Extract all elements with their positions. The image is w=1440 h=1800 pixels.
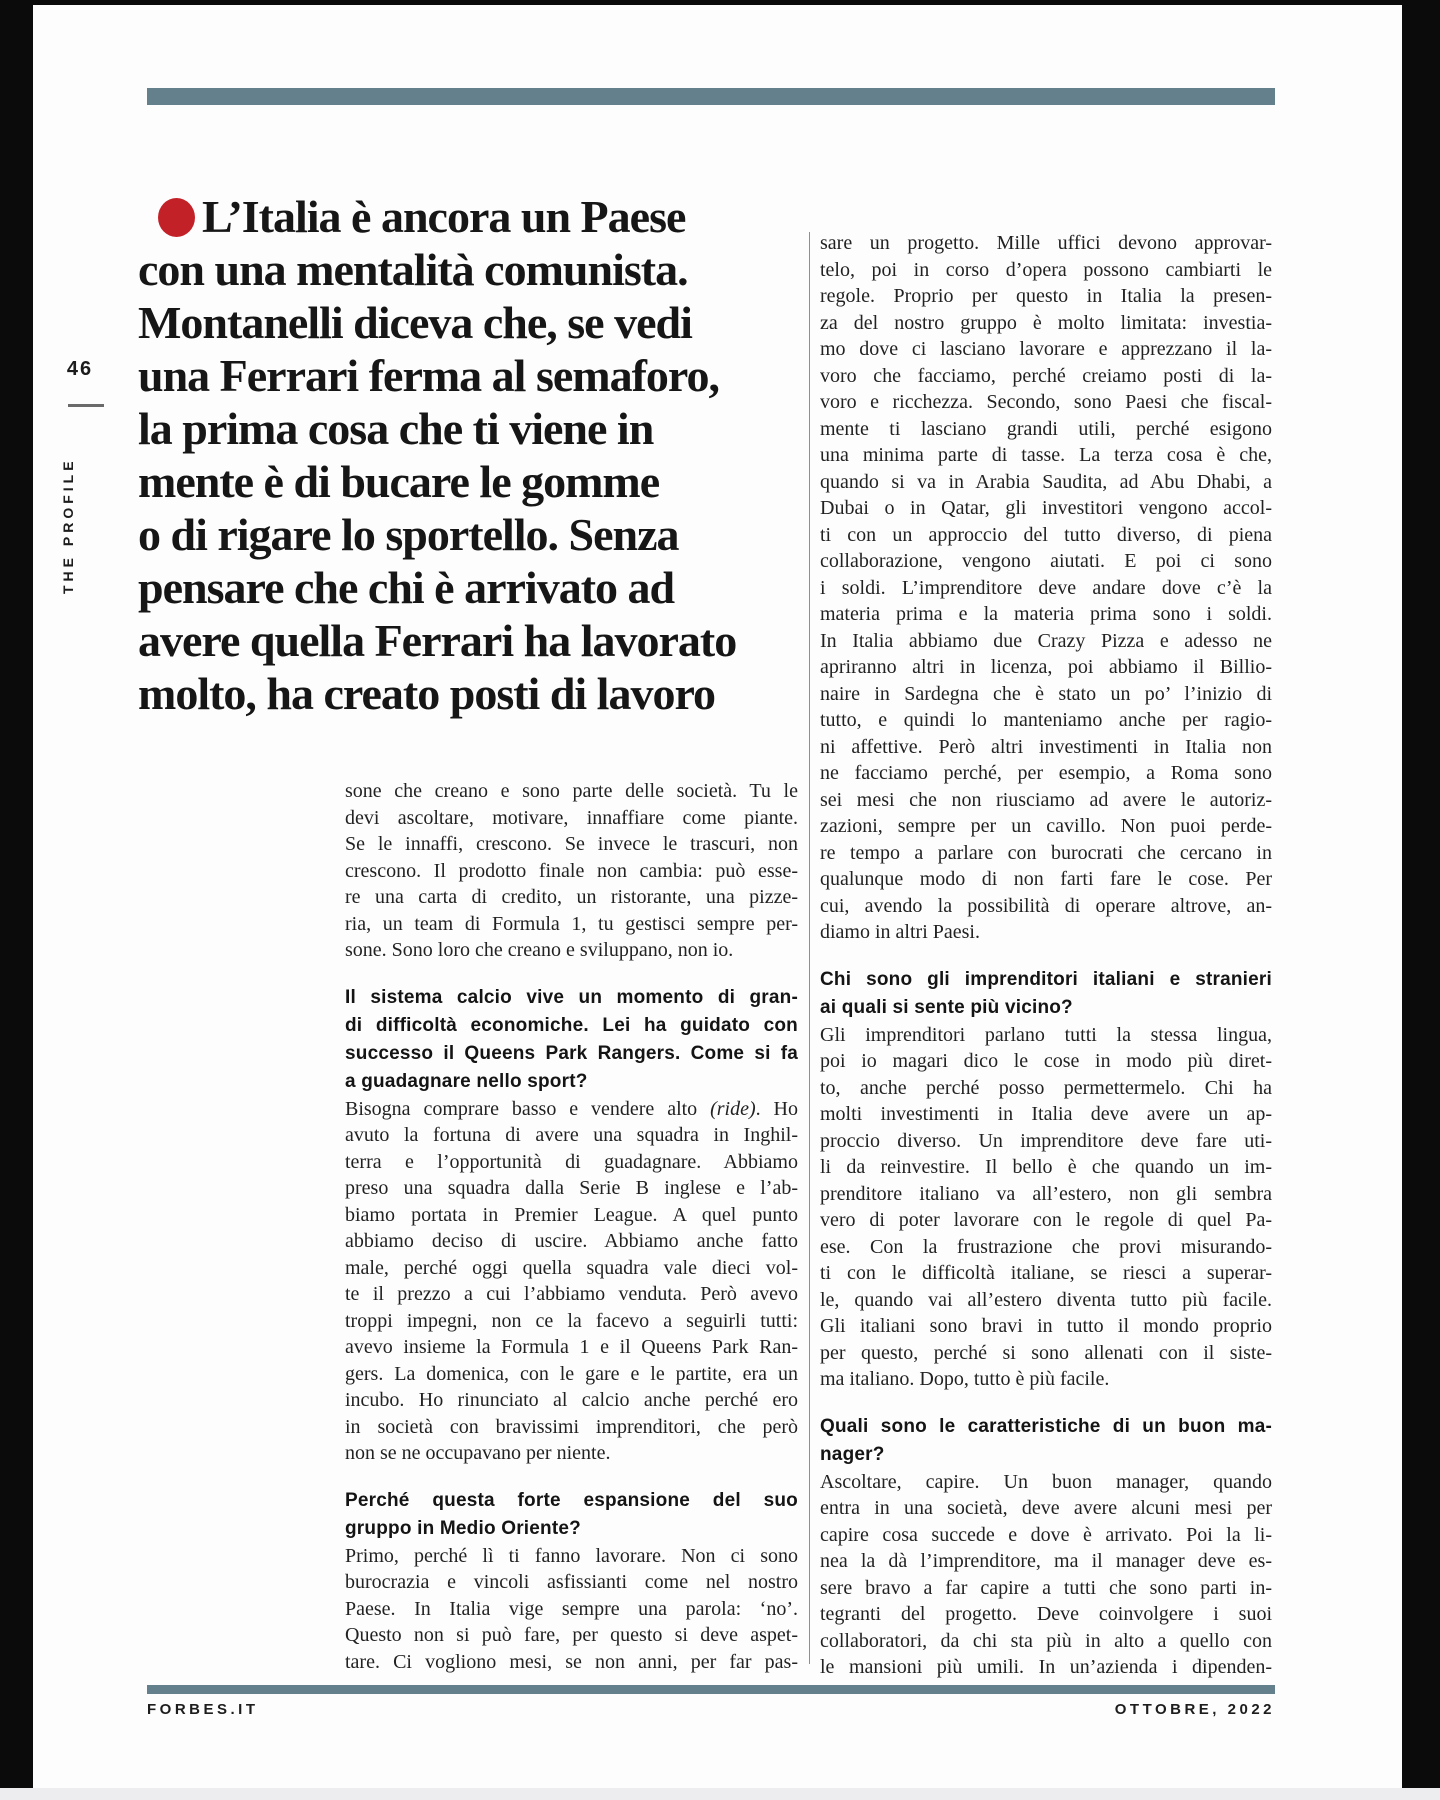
text-line: entra in una società, deve avere alcuni mesi per — [820, 1497, 1272, 1519]
interview-question — [345, 1487, 798, 1543]
pull-quote — [138, 190, 838, 720]
text-line: vero di poter lavorare con le regole di quel Pa- — [820, 1209, 1272, 1231]
text-line: poi io magari dico le cose in modo più diret- — [820, 1050, 1272, 1072]
folio-divider-rule — [68, 404, 104, 407]
red-bullet-icon — [158, 198, 195, 237]
text-line: te il prezzo a cui l’abbiamo venduta. Però avevo — [345, 1283, 798, 1305]
pull-quote-line: avere quella Ferrari ha lavorato — [138, 615, 737, 666]
interview-question — [345, 984, 798, 1096]
pull-quote-line: Montanelli diceva che, se vedi — [138, 297, 692, 348]
text-line: incubo. Ho rinunciato al calcio anche perché ero — [345, 1389, 798, 1411]
text-line: abbiamo deciso di uscire. Abbiamo anche fatto — [345, 1230, 798, 1252]
text-line: in società con bravissimi imprenditori, che però — [345, 1415, 798, 1438]
text-line: materia prima e la materia prima sono i soldi. — [820, 603, 1272, 625]
text-line: male, perché oggi quella squadra vale dieci vol- — [345, 1256, 798, 1279]
text-line: non se ne occupavano per niente. — [345, 1442, 611, 1464]
text-line: avuto la fortuna di avere una squadra in Inghil- — [345, 1124, 798, 1146]
text-line: to, anche perché posso permettermelo. Chi ha — [820, 1076, 1272, 1099]
text-line: ne facciamo perché, per esempio, a Roma sono — [820, 762, 1272, 784]
text-line: telo, poi in corso d’opera possono cambiarti le — [820, 258, 1272, 281]
text-line: ese. Con la frustrazione che provi misurando- — [820, 1235, 1272, 1258]
text-line: diamo in altri Paesi. — [820, 921, 980, 943]
body-paragraph — [820, 1022, 1272, 1393]
column-divider-rule — [809, 232, 810, 1664]
text-line: molti investimenti in Italia deve avere un ap- — [820, 1103, 1272, 1125]
text-line: successo il Queens Park Rangers. Come si fa — [345, 1042, 798, 1064]
text-line: sei mesi che non riusciamo ad avere le autoriz- — [820, 788, 1272, 811]
text-line: re una carta di credito, un ristorante, una pizze- — [345, 886, 798, 908]
text-line: voro che facciamo, perché creiamo posti di la- — [820, 364, 1272, 387]
interview-question — [820, 966, 1272, 1022]
pull-quote-line: la prima cosa che ti viene in — [138, 403, 654, 454]
article-column-left — [345, 778, 798, 1675]
pull-quote-line: molto, ha creato posti di lavoro — [138, 668, 716, 719]
page-number: 46 — [66, 358, 94, 380]
body-paragraph — [820, 1469, 1272, 1681]
scan-edge-strip — [0, 1788, 1440, 1800]
pull-quote-line: mente è di bucare le gomme — [138, 456, 660, 507]
text-line: biamo portata in Premier League. A quel punto — [345, 1203, 798, 1226]
bottom-accent-bar — [147, 1685, 1275, 1694]
text-line: Bisogna comprare basso e vendere alto (ride). Ho — [345, 1097, 798, 1120]
text-line: proccio diverso. Un imprenditore deve fare uti- — [820, 1129, 1272, 1152]
text-line: Quali sono le caratteristiche di un buon ma- — [820, 1415, 1272, 1437]
text-line: Gli italiani sono bravi in tutto il mondo proprio — [820, 1315, 1272, 1337]
text-line: quando si va in Arabia Saudita, ad Abu Dhabi, a — [820, 470, 1272, 493]
text-line: naire in Sardegna che è stato un po’ l’inizio di — [820, 682, 1272, 705]
text-line: sere bravo a far capire a tutti che sono parti in- — [820, 1576, 1272, 1599]
article-column-right — [820, 230, 1272, 1681]
pull-quote-line: una Ferrari ferma al semaforo, — [138, 350, 720, 401]
text-line: nager? — [820, 1443, 885, 1465]
pull-quote-line: o di rigare lo sportello. Senza — [138, 509, 679, 560]
text-line: prenditore italiano va all’estero, non gli sembra — [820, 1182, 1272, 1205]
interview-question — [820, 1413, 1272, 1469]
text-line: collaborazione, vengono aiutati. E poi ci sono — [820, 550, 1272, 572]
text-line: za del nostro gruppo è molto limitata: investia- — [820, 311, 1272, 334]
text-line: collaboratori, da chi sta più in alto a quello con — [820, 1629, 1272, 1652]
text-line: i soldi. L’imprenditore deve andare dove c’è la — [820, 576, 1272, 599]
text-line: ria, un team di Formula 1, tu gestisci sempre per- — [345, 912, 798, 935]
text-line: mo dove ci lasciano lavorare e apprezzano il la- — [820, 338, 1272, 360]
text-line: di difficoltà economiche. Lei ha guidato con — [345, 1014, 798, 1036]
text-line: zazioni, sempre per un cavillo. Non puoi perde- — [820, 815, 1272, 837]
text-line: nea la dà l’imprenditore, ma il manager deve es- — [820, 1550, 1272, 1572]
footer-site: FORBES.IT — [147, 1701, 259, 1718]
pull-quote-line: L’Italia è ancora un Paese — [138, 190, 838, 243]
text-line: Primo, perché lì ti fanno lavorare. Non ci sono — [345, 1544, 798, 1567]
text-line: le, quando vai all’estero diventa tutto più facile. — [820, 1288, 1272, 1311]
pull-quote-line: con una mentalità comunista. — [138, 244, 688, 295]
body-paragraph — [345, 778, 798, 964]
text-line: apriranno altri in licenza, poi abbiamo il Billio- — [820, 656, 1272, 678]
text-line: ti con le difficoltà italiane, se riesci a superar- — [820, 1262, 1272, 1284]
text-line: avevo insieme la Formula 1 e il Queens Park Ran- — [345, 1336, 798, 1358]
text-line: Perché questa forte espansione del suo — [345, 1489, 798, 1511]
text-line: voro e ricchezza. Secondo, sono Paesi che fiscal- — [820, 391, 1272, 413]
body-paragraph — [345, 1096, 798, 1467]
text-line: una minima parte di tasse. La terza cosa è che, — [820, 444, 1272, 466]
text-line: le mansioni più umili. In un’azienda i dipenden- — [820, 1656, 1272, 1678]
text-line: tare. Ci vogliono mesi, se non anni, per far pas- — [345, 1650, 798, 1673]
text-line: Chi sono gli imprenditori italiani e stranieri — [820, 968, 1272, 990]
text-line: gers. La domenica, con le gare e le partite, era un — [345, 1362, 798, 1385]
text-line: qualunque modo di non farti fare le cose. Per — [820, 868, 1272, 890]
text-line: troppi impegni, non ce la facevo a seguirli tutti: — [345, 1309, 798, 1332]
top-accent-bar — [147, 88, 1275, 105]
text-line: Questo non si può fare, per questo si deve aspet- — [345, 1624, 798, 1646]
text-line: sare un progetto. Mille uffici devono approvar- — [820, 232, 1272, 254]
text-line: tutto, e quindi lo manteniamo anche per ragio- — [820, 709, 1272, 731]
text-line: crescono. Il prodotto finale non cambia: può esse- — [345, 859, 798, 882]
text-line: mente ti lasciano grandi utili, perché esigono — [820, 417, 1272, 440]
text-line: preso una squadra dalla Serie B inglese e l’ab- — [345, 1177, 798, 1199]
text-line: a guadagnare nello sport? — [345, 1070, 588, 1092]
text-line: sone che creano e sono parte delle società. Tu le — [345, 780, 798, 802]
text-line: re tempo a parlare con burocrati che cercano in — [820, 841, 1272, 864]
footer-issue-date: OTTOBRE, 2022 — [1114, 1701, 1275, 1718]
text-line: In Italia abbiamo due Crazy Pizza e adesso ne — [820, 629, 1272, 652]
text-line: capire cosa succede e dove è arrivato. Poi la li- — [820, 1523, 1272, 1546]
text-line: gruppo in Medio Oriente? — [345, 1517, 581, 1539]
text-line: regole. Proprio per questo in Italia la presen- — [820, 285, 1272, 307]
text-line: li da reinvestire. Il bello è che quando un im- — [820, 1156, 1272, 1178]
text-line: burocrazia e vincoli asfissianti come nel nostro — [345, 1571, 798, 1593]
text-line: cui, avendo la possibilità di operare altrove, an- — [820, 894, 1272, 917]
text-line: ti con un approccio del tutto diverso, di piena — [820, 523, 1272, 546]
text-line: Dubai o in Qatar, gli investitori vengono accol- — [820, 497, 1272, 519]
text-line: Gli imprenditori parlano tutti la stessa lingua, — [820, 1023, 1272, 1046]
section-label: THE PROFILE — [60, 457, 76, 594]
text-line: ai quali si sente più vicino? — [820, 996, 1073, 1018]
text-line: ni affettive. Però altri investimenti in Italia non — [820, 735, 1272, 758]
text-line: Se le innaffi, crescono. Se invece le trascuri, non — [345, 833, 798, 855]
text-line: Ascoltare, capire. Un buon manager, quando — [820, 1470, 1272, 1493]
text-line: tegranti del progetto. Deve coinvolgere i suoi — [820, 1603, 1272, 1625]
text-line: devi ascoltare, motivare, innaffiare come piante. — [345, 806, 798, 829]
text-line: Paese. In Italia vige sempre una parola: ‘no’. — [345, 1597, 798, 1620]
body-paragraph — [820, 230, 1272, 946]
text-line: Il sistema calcio vive un momento di gran- — [345, 986, 798, 1008]
pull-quote-line: pensare che chi è arrivato ad — [138, 562, 675, 613]
text-line: ma italiano. Dopo, tutto è più facile. — [820, 1368, 1110, 1390]
text-line: terra e l’opportunità di guadagnare. Abbiamo — [345, 1150, 798, 1173]
text-line: per questo, perché si sono allenati con il siste- — [820, 1341, 1272, 1364]
body-paragraph — [345, 1543, 798, 1676]
text-line: sone. Sono loro che creano e sviluppano, non io. — [345, 939, 734, 961]
